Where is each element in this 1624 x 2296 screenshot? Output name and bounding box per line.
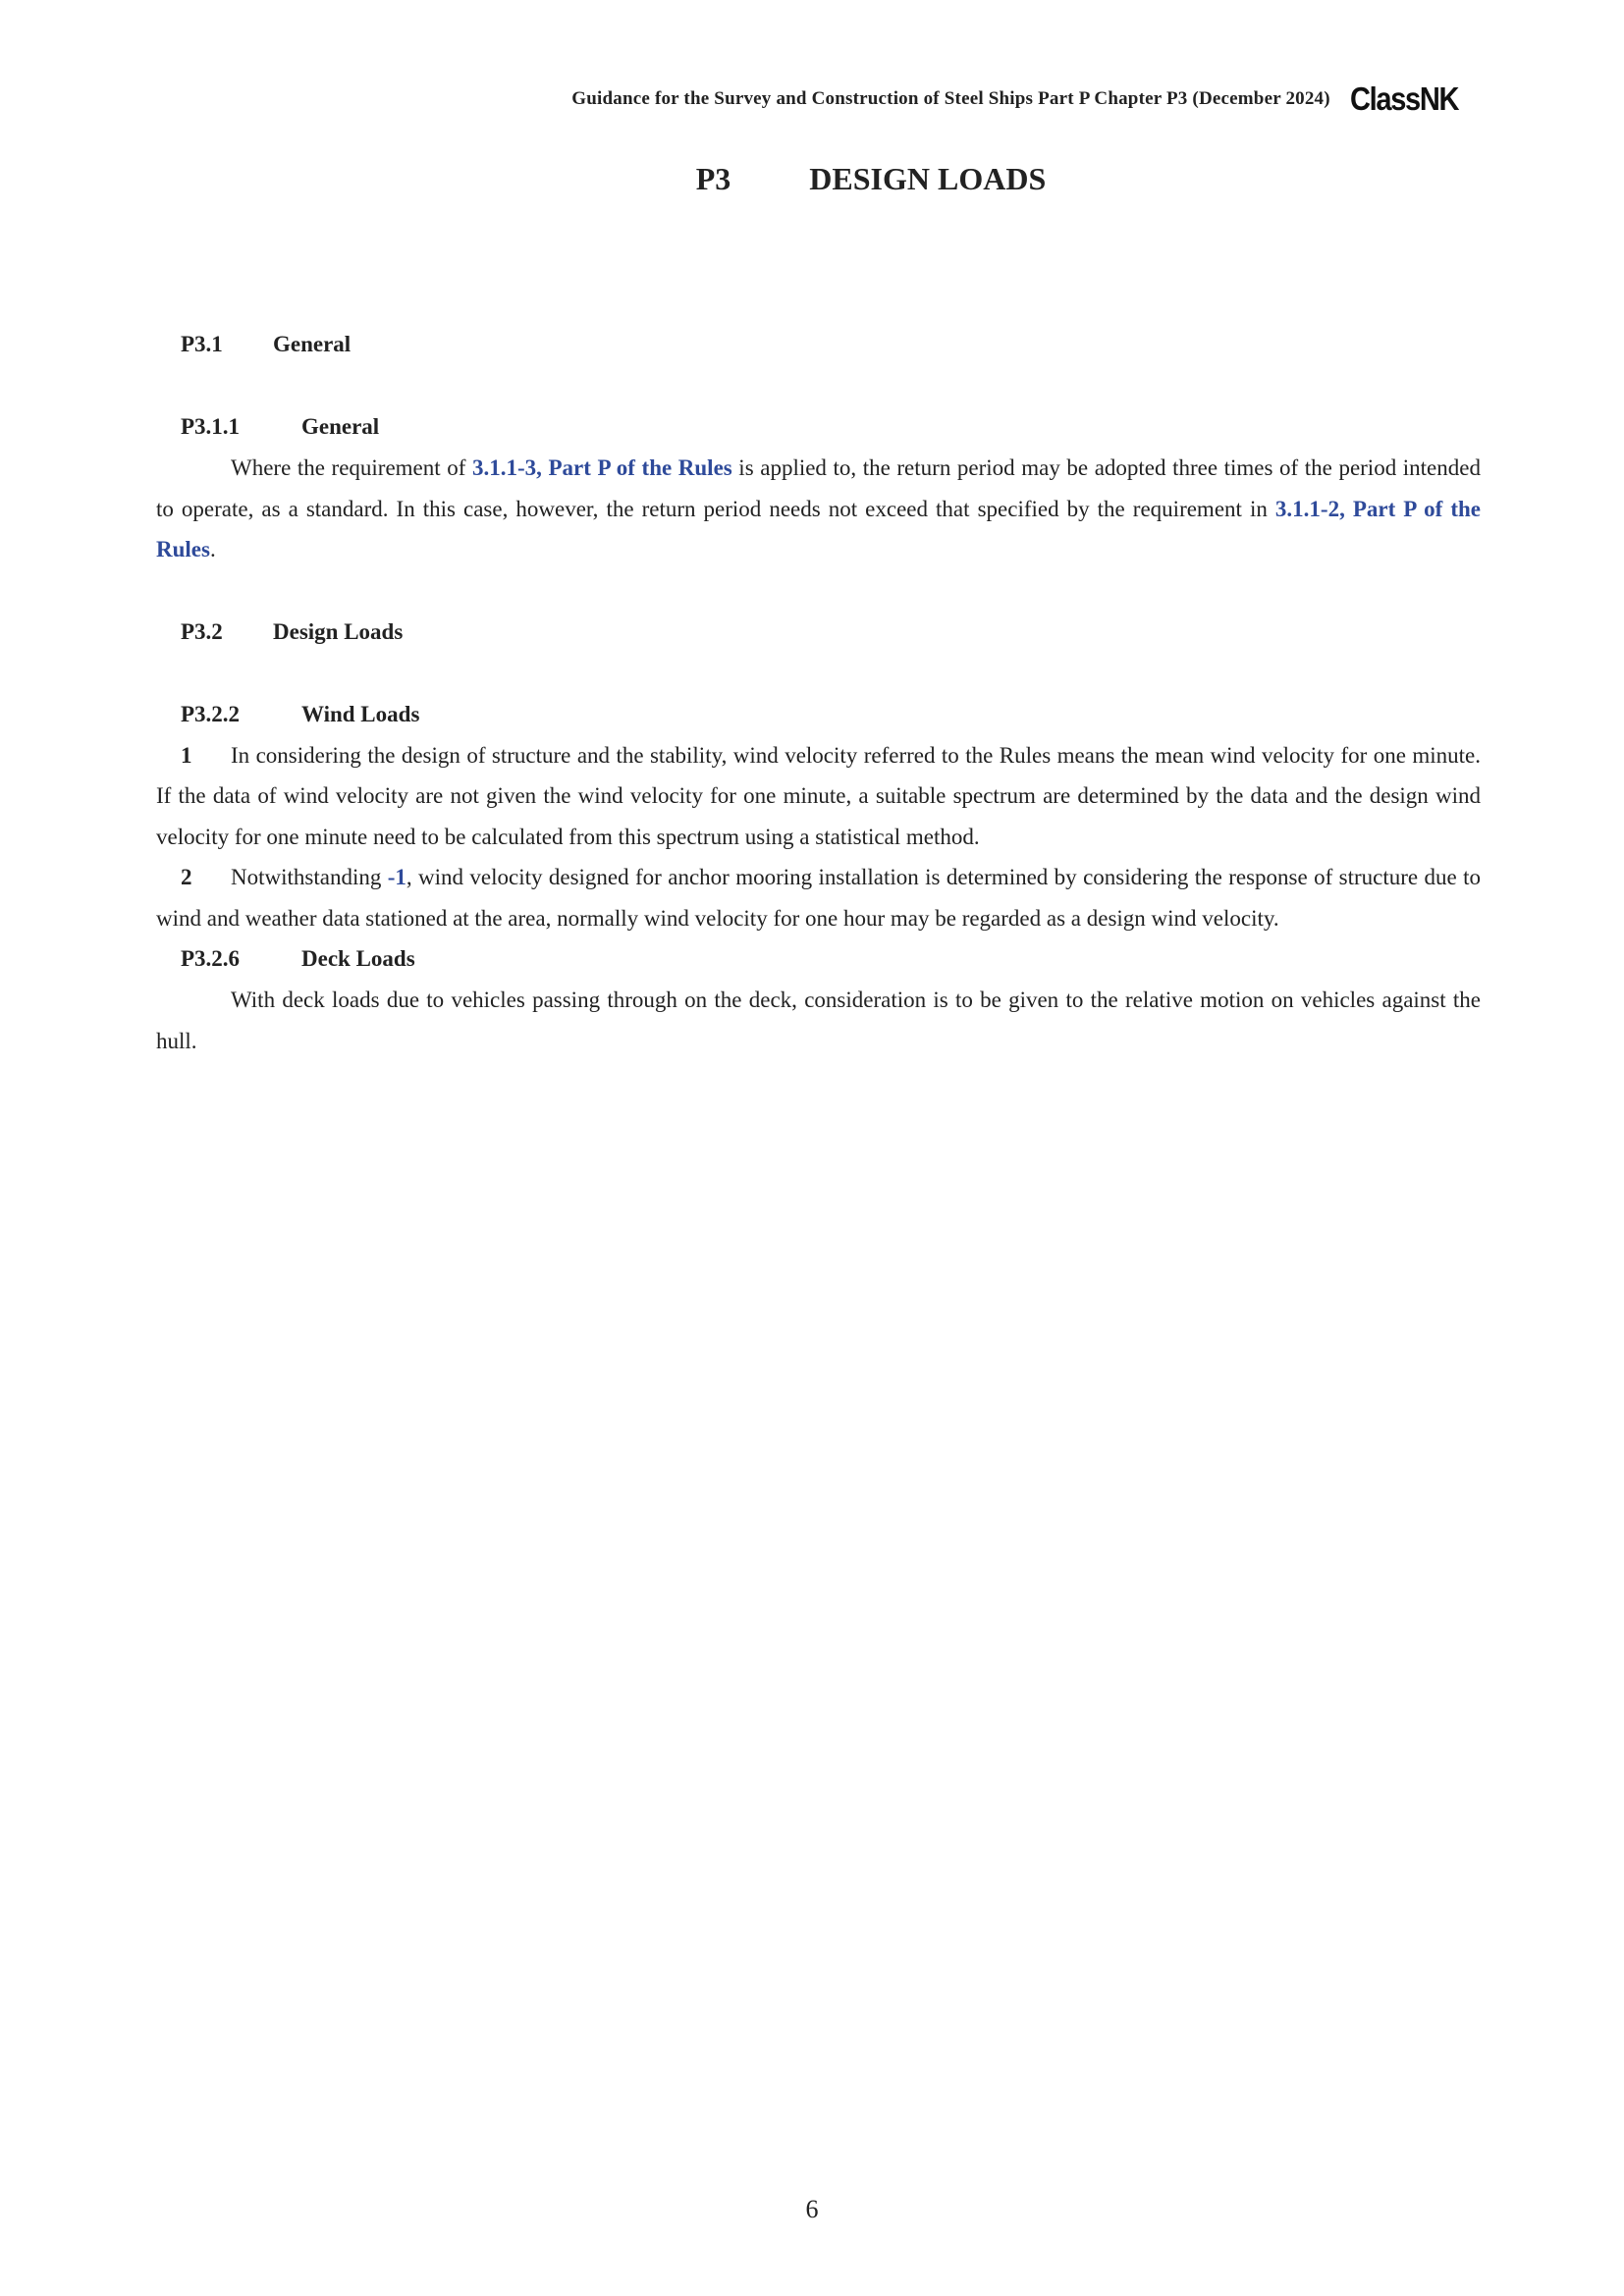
section-heading-p3-2 — [156, 612, 1481, 653]
item-number: 2 — [181, 865, 192, 889]
subsection-title: General — [301, 414, 380, 439]
paragraph-reference-link[interactable]: -1 — [387, 865, 406, 889]
section-title: General — [273, 332, 352, 356]
paragraph-p3-1-1 — [156, 448, 1481, 570]
subsection-heading-p3-2-2 — [156, 694, 1481, 735]
section-number: P3.1 — [181, 332, 223, 356]
section-heading-p3-1 — [156, 324, 1481, 365]
document-body — [156, 324, 1481, 1061]
numbered-paragraph-1 — [156, 735, 1481, 858]
section-number: P3.2 — [181, 618, 223, 644]
page-number: 6 — [805, 2195, 819, 2223]
subsection-title: Deck Loads — [301, 946, 415, 971]
paragraph-text: . — [209, 537, 216, 561]
running-header-title: Guidance for the Survey and Construction of Steel Ships Part P Chapter P3 (December 2024) — [571, 87, 1330, 109]
rule-reference-link[interactable]: 3.1.1-2, Part P of the Rules — [156, 496, 1481, 561]
item-number: 1 — [181, 742, 192, 768]
chapter-number: P3 — [695, 161, 731, 196]
paragraph-text: In considering the design of structure and the stability, wind velocity referred to the Rules means the mean wind velocity for one minute. If the data of wind velocity are not given the wind velocity for one minute, a suitable spectrum are determined by the data and the design wind velocity for one minute need to be calculated from this spectrum using a statistical method. — [156, 742, 1481, 849]
paragraph-text: is applied to, the return period may be adopted three times of the period intended to operate, as a standard. In this case, however, the return period needs not exceed that specified by the requirement in — [156, 455, 1481, 521]
chapter-name: DESIGN LOADS — [809, 161, 1047, 196]
running-header — [571, 82, 1473, 115]
paragraph-text: Notwithstanding — [231, 865, 388, 889]
subsection-number: P3.2.6 — [181, 946, 241, 971]
paragraph-p3-2-6: With deck loads due to vehicles passing through on the deck, consideration is to be given to the relative motion on vehicles against the hull. — [156, 988, 1481, 1053]
paragraph-text: Where the requirement of — [231, 455, 472, 480]
subsection-heading-p3-2-6 — [156, 938, 1481, 980]
subsection-heading-p3-1-1 — [156, 406, 1481, 448]
classnk-logo: ClassNK — [1349, 80, 1458, 117]
paragraph-text: , wind velocity designed for anchor mooring installation is determined by considering the response of structure due to wind and weather data stationed at the area, normally wind velocity for one hour may be regarded as a design wind velocity. — [156, 865, 1481, 931]
section-title: Design Loads — [273, 618, 404, 644]
subsection-number: P3.2.2 — [181, 701, 241, 726]
chapter-title — [0, 161, 1624, 197]
numbered-paragraph-2 — [156, 857, 1481, 938]
subsection-title: Wind Loads — [301, 701, 420, 726]
rule-reference-link[interactable]: 3.1.1-3, Part P of the Rules — [471, 455, 732, 480]
subsection-number: P3.1.1 — [181, 414, 241, 439]
